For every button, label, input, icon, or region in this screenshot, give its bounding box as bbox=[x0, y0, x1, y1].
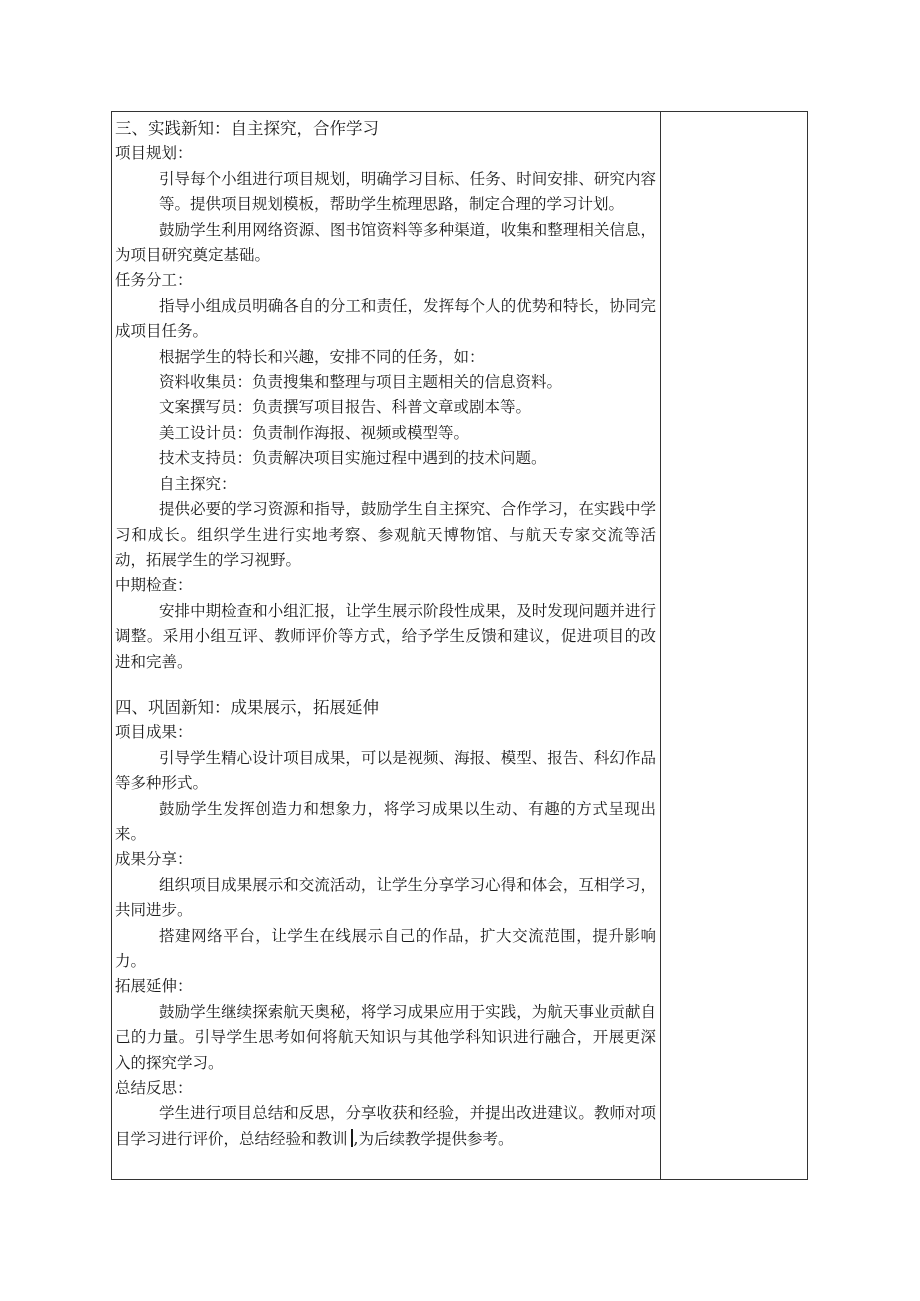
extend-label: 拓展延伸： bbox=[115, 977, 193, 996]
section-4-title: 四、巩固新知：成果展示，拓展延伸 bbox=[115, 697, 379, 717]
role-collector: 资料收集员：负责搜集和整理与项目主题相关的信息资料。 bbox=[159, 373, 563, 392]
summary-text-a: 学生进行项目总结和反思，分享收获和经验，并提出改进建议。教师对项目学习进行评价，总结经验和教训 bbox=[115, 1104, 656, 1148]
results-paragraph-2: 鼓励学生发挥创造力和想象力，将学习成果以生动、有趣的方式呈现出来。 bbox=[115, 799, 656, 843]
results-label: 项目成果： bbox=[115, 723, 193, 742]
share-paragraph-2: 搭建网络平台，让学生在线展示自己的作品，扩大交流范围，提升影响力。 bbox=[115, 926, 656, 970]
summary-paragraph-1 bbox=[115, 1101, 656, 1152]
lesson-content bbox=[115, 116, 656, 1152]
summary-label: 总结反思： bbox=[115, 1079, 193, 1098]
planning-label: 项目规划： bbox=[115, 144, 193, 163]
division-paragraph-2: 根据学生的特长和兴趣，安排不同的任务，如： bbox=[159, 347, 485, 366]
division-label: 任务分工： bbox=[115, 271, 193, 290]
lesson-table bbox=[111, 111, 808, 1180]
division-paragraph-1: 指导小组成员明确各自的分工和责任，发挥每个人的优势和特长，协同完成项目任务。 bbox=[115, 296, 656, 341]
planning-paragraph-1-text: 引导每个小组进行项目规划，明确学习目标、任务、时间安排、研究内容等。提供项目规划模板，帮助学生梳理思路，制定合理的学习计划。 bbox=[159, 169, 656, 214]
extend-paragraph-1: 鼓励学生继续探索航天奥秘，将学习成果应用于实践，为航天事业贡献自己的力量。引导学生思考如何将航天知识与其他学科知识进行融合，开展更深入的探究学习。 bbox=[115, 1002, 656, 1072]
results-paragraph-1: 引导学生精心设计项目成果，可以是视频、海报、模型、报告、科幻作品等多种形式。 bbox=[115, 748, 656, 793]
planning-paragraph-2: 鼓励学生利用网络资源、图书馆资料等多种渠道，收集和整理相关信息，为项目研究奠定基础。 bbox=[115, 220, 656, 265]
role-designer: 美工设计员：负责制作海报、视频或模型等。 bbox=[159, 423, 470, 442]
notes-cell bbox=[661, 112, 807, 1179]
midterm-paragraph-1: 安排中期检查和小组汇报，让学生展示阶段性成果，及时发现问题并进行调整。采用小组互评、教师评价等方式，给予学生反馈和建议，促进项目的改进和完善。 bbox=[115, 601, 656, 671]
summary-text-b: ,为后续教学提供参考。 bbox=[353, 1129, 514, 1148]
role-writer: 文案撰写员：负责撰写项目报告、科普文章或剧本等。 bbox=[159, 398, 532, 417]
section-3-title: 三、实践新知：自主探究，合作学习 bbox=[115, 119, 379, 138]
section-gap bbox=[115, 675, 656, 695]
content-cell bbox=[112, 112, 661, 1179]
share-paragraph-1: 组织项目成果展示和交流活动，让学生分享学习心得和体会，互相学习，共同进步。 bbox=[115, 875, 656, 920]
planning-paragraph-1 bbox=[115, 167, 656, 218]
midterm-label: 中期检查： bbox=[115, 576, 193, 595]
text-cursor bbox=[351, 1129, 353, 1147]
explore-paragraph-1: 提供必要的学习资源和指导，鼓励学生自主探究、合作学习，在实践中学习和成长。组织学生进行实地考察、参观航天博物馆、与航天专家交流等活动，拓展学生的学习视野。 bbox=[115, 500, 656, 569]
explore-label: 自主探究： bbox=[159, 474, 237, 493]
role-tech-support: 技术支持员：负责解决项目实施过程中遇到的技术问题。 bbox=[159, 449, 547, 468]
share-label: 成果分享： bbox=[115, 850, 193, 869]
